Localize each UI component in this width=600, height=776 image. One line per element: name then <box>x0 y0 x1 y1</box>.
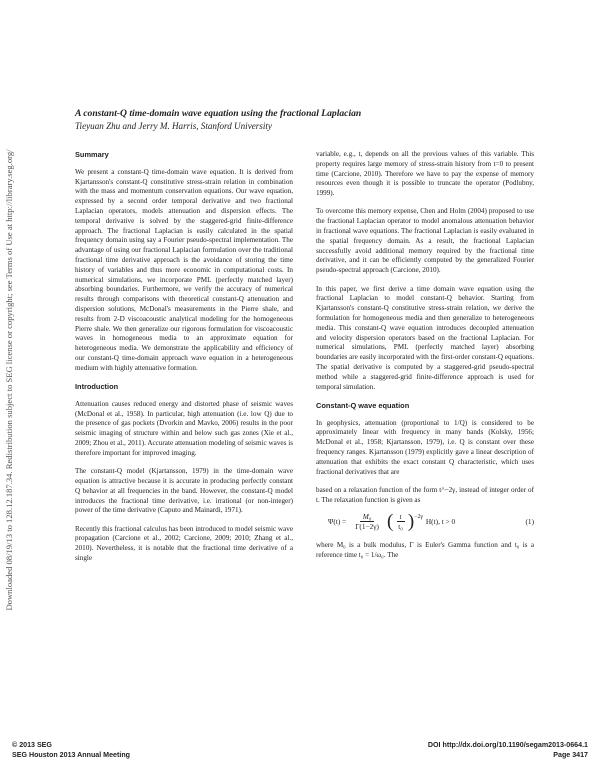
doi-link[interactable]: http://dx.doi.org/10.1190/segam2013-0664.1 <box>442 741 588 749</box>
intro-paragraph-2: The constant-Q model (Kjartansson, 1979) in the time-domain wave equation is attractive because it is accurate in producing perfectly constant Q behavior at all frequencies in the band. However, the constant-Q model introduces the fractional time derivative, i.e. irrational (or non-integer) power of the time derivative (Caputo and Mainardi, 1971). <box>75 467 293 515</box>
equation-fraction <box>352 512 382 533</box>
constant-q-heading: Constant-Q wave equation <box>316 400 410 410</box>
equation-rhs: H(t), t > 0 <box>425 516 456 526</box>
ratio-denominator: t₀ <box>398 522 403 532</box>
ratio-numerator: t <box>397 512 405 523</box>
doi-label: DOI <box>427 741 441 749</box>
right-column <box>316 150 534 569</box>
footer-right <box>428 740 588 760</box>
equation-power-term <box>387 512 423 533</box>
download-notice-text: Downloaded 08/19/13 to 128.12.187.34. Redistribution subject to SEG license or copyright; see Terms of Use at http://library.seg.org/ <box>4 149 14 611</box>
equation-lhs: Ψ(t) = <box>328 516 347 526</box>
right-paragraph-2: To overcome this memory expense, Chen and Holm (2004) proposed to use the fractional Laplacian operator to model anomalous attenuation behavior in fractional wave equations. The fractional Laplacian is easily evaluated in the spatial frequency domain. As a result, the fractional Laplacian successfully avoid additional memory required by the fractional time derivative, and it can be efficiently computed by the generalized Fourier pseudo-spectral approach (Carcione, 2010). <box>316 207 534 275</box>
equation-1 <box>316 512 534 533</box>
right-paren-glyph: ) <box>407 511 415 533</box>
equation-time-ratio <box>395 512 406 533</box>
paper-authors: Tieyuan Zhu and Jerry M. Harris, Stanford University <box>75 121 272 131</box>
summary-paragraph: We present a constant-Q time-domain wave equation. It is derived from Kjartansson's constant-Q constitutive stress-strain relation in combination with the mass and momentum conservation equations. Our wave equation, expressed by a second order temporal derivative and two fractional Laplacian operators, models attenuation and dispersion effects. The temporal derivative is solved by the staggered-grid finite-difference approach. The fractional Laplacian is easily calculated in the spatial frequency domain using say a Fourier pseudo-spectral implementation. The advantage of using our fractional Laplacian formulation over the traditional fractional time derivative approach is the avoidance of storing the time history of variables and thus more economic in computational costs. In numerical simulations, we incorporate PML (perfectly matched layer) absorbing boundaries. Furthermore, we verify the accuracy of numerical results through comparisons with theoretical constant-Q attenuation and dispersion solutions, McDonal's measurements in the Pierre shale, and results from 2-D viscoacoustic analytical modeling for the homogeneous Pierre shale. We then generalize our rigorous formulation for viscoacoustic waves in homogeneous media to an approximate equation for heterogeneous media. We demonstrate the applicability and efficiency of our constant-Q time-domain approach wave equation in a heterogeneous medium with highly attenuative formation. <box>75 167 293 372</box>
meeting-text: SEG Houston 2013 Annual Meeting <box>12 751 130 759</box>
equation-number: (1) <box>525 516 534 526</box>
equation-exponent: −2γ <box>414 513 423 520</box>
page-number: Page 3417 <box>553 751 588 759</box>
right-paragraph-1: variable, e.g., t, depends on all the previous values of this variable. This property requires large memory of stress-strain history from t=0 to present time (Carcione, 2010). Therefore we have to pay the expense of memory resources even though it is possible to truncate the operator (Podlubny, 1999). <box>316 150 534 198</box>
right-paragraph-5: based on a relaxation function of the form t^−2γ, instead of integer order of t. The relaxation function is given as <box>316 485 534 504</box>
intro-paragraph-1: Attenuation causes reduced energy and distorted phase of seismic waves (McDonal et al., 1958). In particular, high attenuation (i.e. low Q) due to the presence of gas pockets (Dvorkin and Mavko, 2006) results in the poor seismic imaging of structure within and below such gas zones (Xie et al., 2009; Zhou et al., 2011). Accurate attenuation modeling of seismic waves is therefore important for improved imaging. <box>75 399 293 457</box>
paper-title: A constant-Q time-domain wave equation using the fractional Laplacian <box>75 108 362 119</box>
copyright-text: © 2013 SEG <box>12 741 52 749</box>
right-paragraph-3: In this paper, we first derive a time domain wave equation using the fractional Laplacian to model constant-Q behavior. Starting from Kjartansson's constant-Q constitutive stress-strain relation, we derive the formulation for homogeneous media and then generalize to heterogeneous media. This constant-Q wave equation introduces decoupled attenuation and velocity dispersion operators based on the fractional Laplacian. For numerical simulations, PML (perfectly matched layer) absorbing boundaries are easily incorporated with the first-order constant-Q equations. The spatial derivative is computed by a staggered-grid pseudo-spectral method while a staggered-grid finite-difference approach is used for temporal simulation. <box>316 284 534 391</box>
summary-heading: Summary <box>75 150 109 159</box>
footer-left <box>12 740 130 760</box>
doi-line <box>428 740 588 750</box>
right-paragraph-6: where M₀ is a bulk modulus, Γ is Euler's Gamma function and t₀ is a reference time t₀ = 1/ω₀. The <box>316 541 534 559</box>
intro-paragraph-3: Recently this fractional calculus has been introduced to model seismic wave propagation (Carcione et al., 2002; Carcione, 2009; 2010; Zhang et al., 2010). Nevertheless, it is notable that the fractional time derivative of a single <box>75 524 293 562</box>
equation-numerator: M₀ <box>360 512 375 523</box>
introduction-heading: Introduction <box>75 382 119 392</box>
left-column <box>75 150 293 572</box>
download-side-note <box>2 120 16 640</box>
right-paragraph-4: In geophysics, attenuation (proportional to 1/Q) is considered to be approximately linear with frequency in many bands (Kolsky, 1956; McDonal et al., 1958; Kjartansson, 1979), i.e. Q is constant over these frequency ranges. Kjartansson (1979) explicitly gave a linear description of attenuation that exhibits the exact constant Q characteristic, which uses fractional derivatives that are <box>316 418 534 476</box>
equation-denominator: Γ(1−2γ) <box>355 522 379 532</box>
left-paren-glyph: ( <box>386 511 394 533</box>
